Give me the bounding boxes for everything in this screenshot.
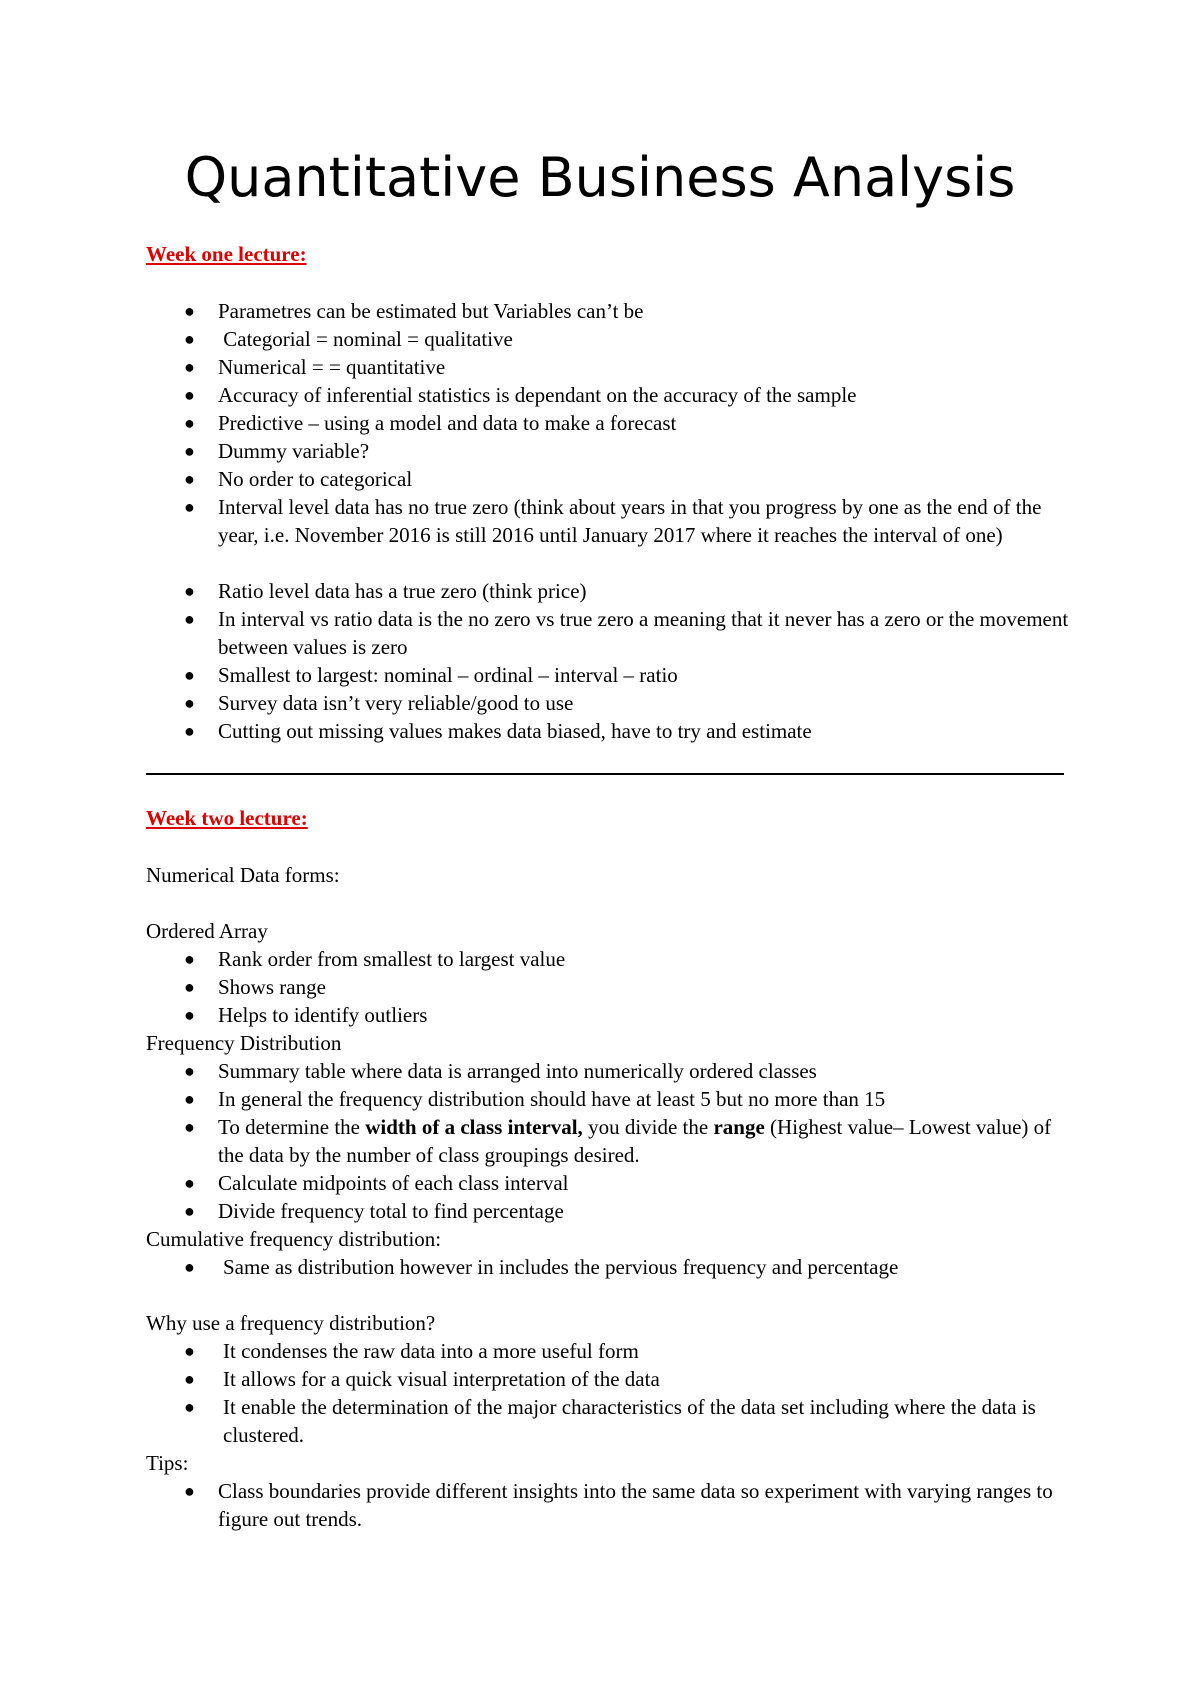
list-item-text: Shows range bbox=[218, 975, 326, 999]
bullet-icon: ● bbox=[184, 1481, 195, 1501]
week-one-heading: Week one lecture: bbox=[146, 242, 307, 266]
bullet-icon: ● bbox=[184, 1089, 195, 1109]
list-item-text bbox=[218, 1113, 1078, 1169]
list-item-text: In general the frequency distribution should have at least 5 but no more than 15 bbox=[218, 1087, 886, 1111]
ordered-array-label: Ordered Array bbox=[146, 919, 268, 943]
numerical-data-forms-label: Numerical Data forms: bbox=[146, 863, 340, 887]
bullet-icon: ● bbox=[184, 609, 195, 629]
bullet-icon: ● bbox=[184, 665, 195, 685]
bullet-icon: ● bbox=[184, 469, 195, 489]
bullet-icon: ● bbox=[184, 693, 195, 713]
section-divider bbox=[146, 773, 1064, 775]
list-item-text: Predictive – using a model and data to make a forecast bbox=[218, 411, 677, 435]
text-run: you divide the bbox=[582, 1115, 714, 1139]
list-item-text: Categorial = nominal = qualitative bbox=[218, 327, 513, 351]
bullet-icon: ● bbox=[184, 329, 195, 349]
bullet-icon: ● bbox=[184, 497, 195, 517]
list-item-text: Class boundaries provide different insights into the same data so experiment with varying ranges to figure out trends. bbox=[218, 1479, 1053, 1531]
bullet-icon: ● bbox=[184, 441, 195, 461]
frequency-distribution-label: Frequency Distribution bbox=[146, 1031, 342, 1055]
list-item-text: It enable the determination of the major characteristics of the data set including where the data is clustered. bbox=[223, 1395, 1036, 1447]
list-item-text: Cutting out missing values makes data biased, have to try and estimate bbox=[218, 719, 812, 743]
list-item-text: In interval vs ratio data is the no zero vs true zero a meaning that it never has a zero or the movement between values is zero bbox=[218, 607, 1069, 659]
bullet-icon: ● bbox=[184, 301, 195, 321]
bold-text: range bbox=[713, 1115, 765, 1139]
document-title: Quantitative Business Analysis bbox=[184, 146, 1016, 209]
list-item-text: Calculate midpoints of each class interval bbox=[218, 1171, 569, 1195]
bullet-icon: ● bbox=[184, 1173, 195, 1193]
list-item-text: Summary table where data is arranged into numerically ordered classes bbox=[218, 1059, 817, 1083]
bullet-icon: ● bbox=[184, 1201, 195, 1221]
cumulative-label: Cumulative frequency distribution: bbox=[146, 1227, 442, 1251]
bullet-icon: ● bbox=[184, 1061, 195, 1081]
bullet-icon: ● bbox=[184, 1005, 195, 1025]
bullet-icon: ● bbox=[184, 977, 195, 997]
text-run: (Highest value– Lowest value) of the data by the number of class groupings desired. bbox=[218, 1115, 1052, 1167]
list-item-text: It condenses the raw data into a more useful form bbox=[223, 1339, 639, 1363]
bullet-icon: ● bbox=[184, 357, 195, 377]
bold-text: width of a class interval, bbox=[365, 1115, 583, 1139]
list-item-text: Parametres can be estimated but Variables can’t be bbox=[218, 299, 644, 323]
list-item-text: Same as distribution however in includes the pervious frequency and percentage bbox=[223, 1255, 899, 1279]
why-label: Why use a frequency distribution? bbox=[146, 1311, 436, 1335]
bullet-icon: ● bbox=[184, 413, 195, 433]
bullet-icon: ● bbox=[184, 949, 195, 969]
list-item-text: Divide frequency total to find percentage bbox=[218, 1199, 564, 1223]
week-two-heading: Week two lecture: bbox=[146, 806, 308, 830]
list-item-text: Accuracy of inferential statistics is dependant on the accuracy of the sample bbox=[218, 383, 857, 407]
list-item-text: Numerical = = quantitative bbox=[218, 355, 446, 379]
text-run: To determine the bbox=[218, 1115, 366, 1139]
bullet-icon: ● bbox=[184, 581, 195, 601]
bullet-icon: ● bbox=[184, 1117, 195, 1137]
list-item-text: No order to categorical bbox=[218, 467, 413, 491]
list-item-text: Ratio level data has a true zero (think price) bbox=[218, 579, 587, 603]
list-item-text: Interval level data has no true zero (think about years in that you progress by one as the end of the year, i.e. November 2016 is still 2016 until January 2017 where it reaches the interval of one) bbox=[218, 495, 1042, 547]
list-item-text: It allows for a quick visual interpretation of the data bbox=[223, 1367, 660, 1391]
list-item-text: Helps to identify outliers bbox=[218, 1003, 428, 1027]
list-item-text: Smallest to largest: nominal – ordinal – interval – ratio bbox=[218, 663, 678, 687]
bullet-icon: ● bbox=[184, 1397, 195, 1417]
list-item-text: Rank order from smallest to largest value bbox=[218, 947, 566, 971]
bullet-icon: ● bbox=[184, 385, 195, 405]
list-item-text: Dummy variable? bbox=[218, 439, 370, 463]
bullet-icon: ● bbox=[184, 1369, 195, 1389]
bullet-icon: ● bbox=[184, 1341, 195, 1361]
bullet-icon: ● bbox=[184, 1257, 195, 1277]
tips-label: Tips: bbox=[146, 1451, 189, 1475]
bullet-icon: ● bbox=[184, 721, 195, 741]
list-item-text: Survey data isn’t very reliable/good to use bbox=[218, 691, 574, 715]
